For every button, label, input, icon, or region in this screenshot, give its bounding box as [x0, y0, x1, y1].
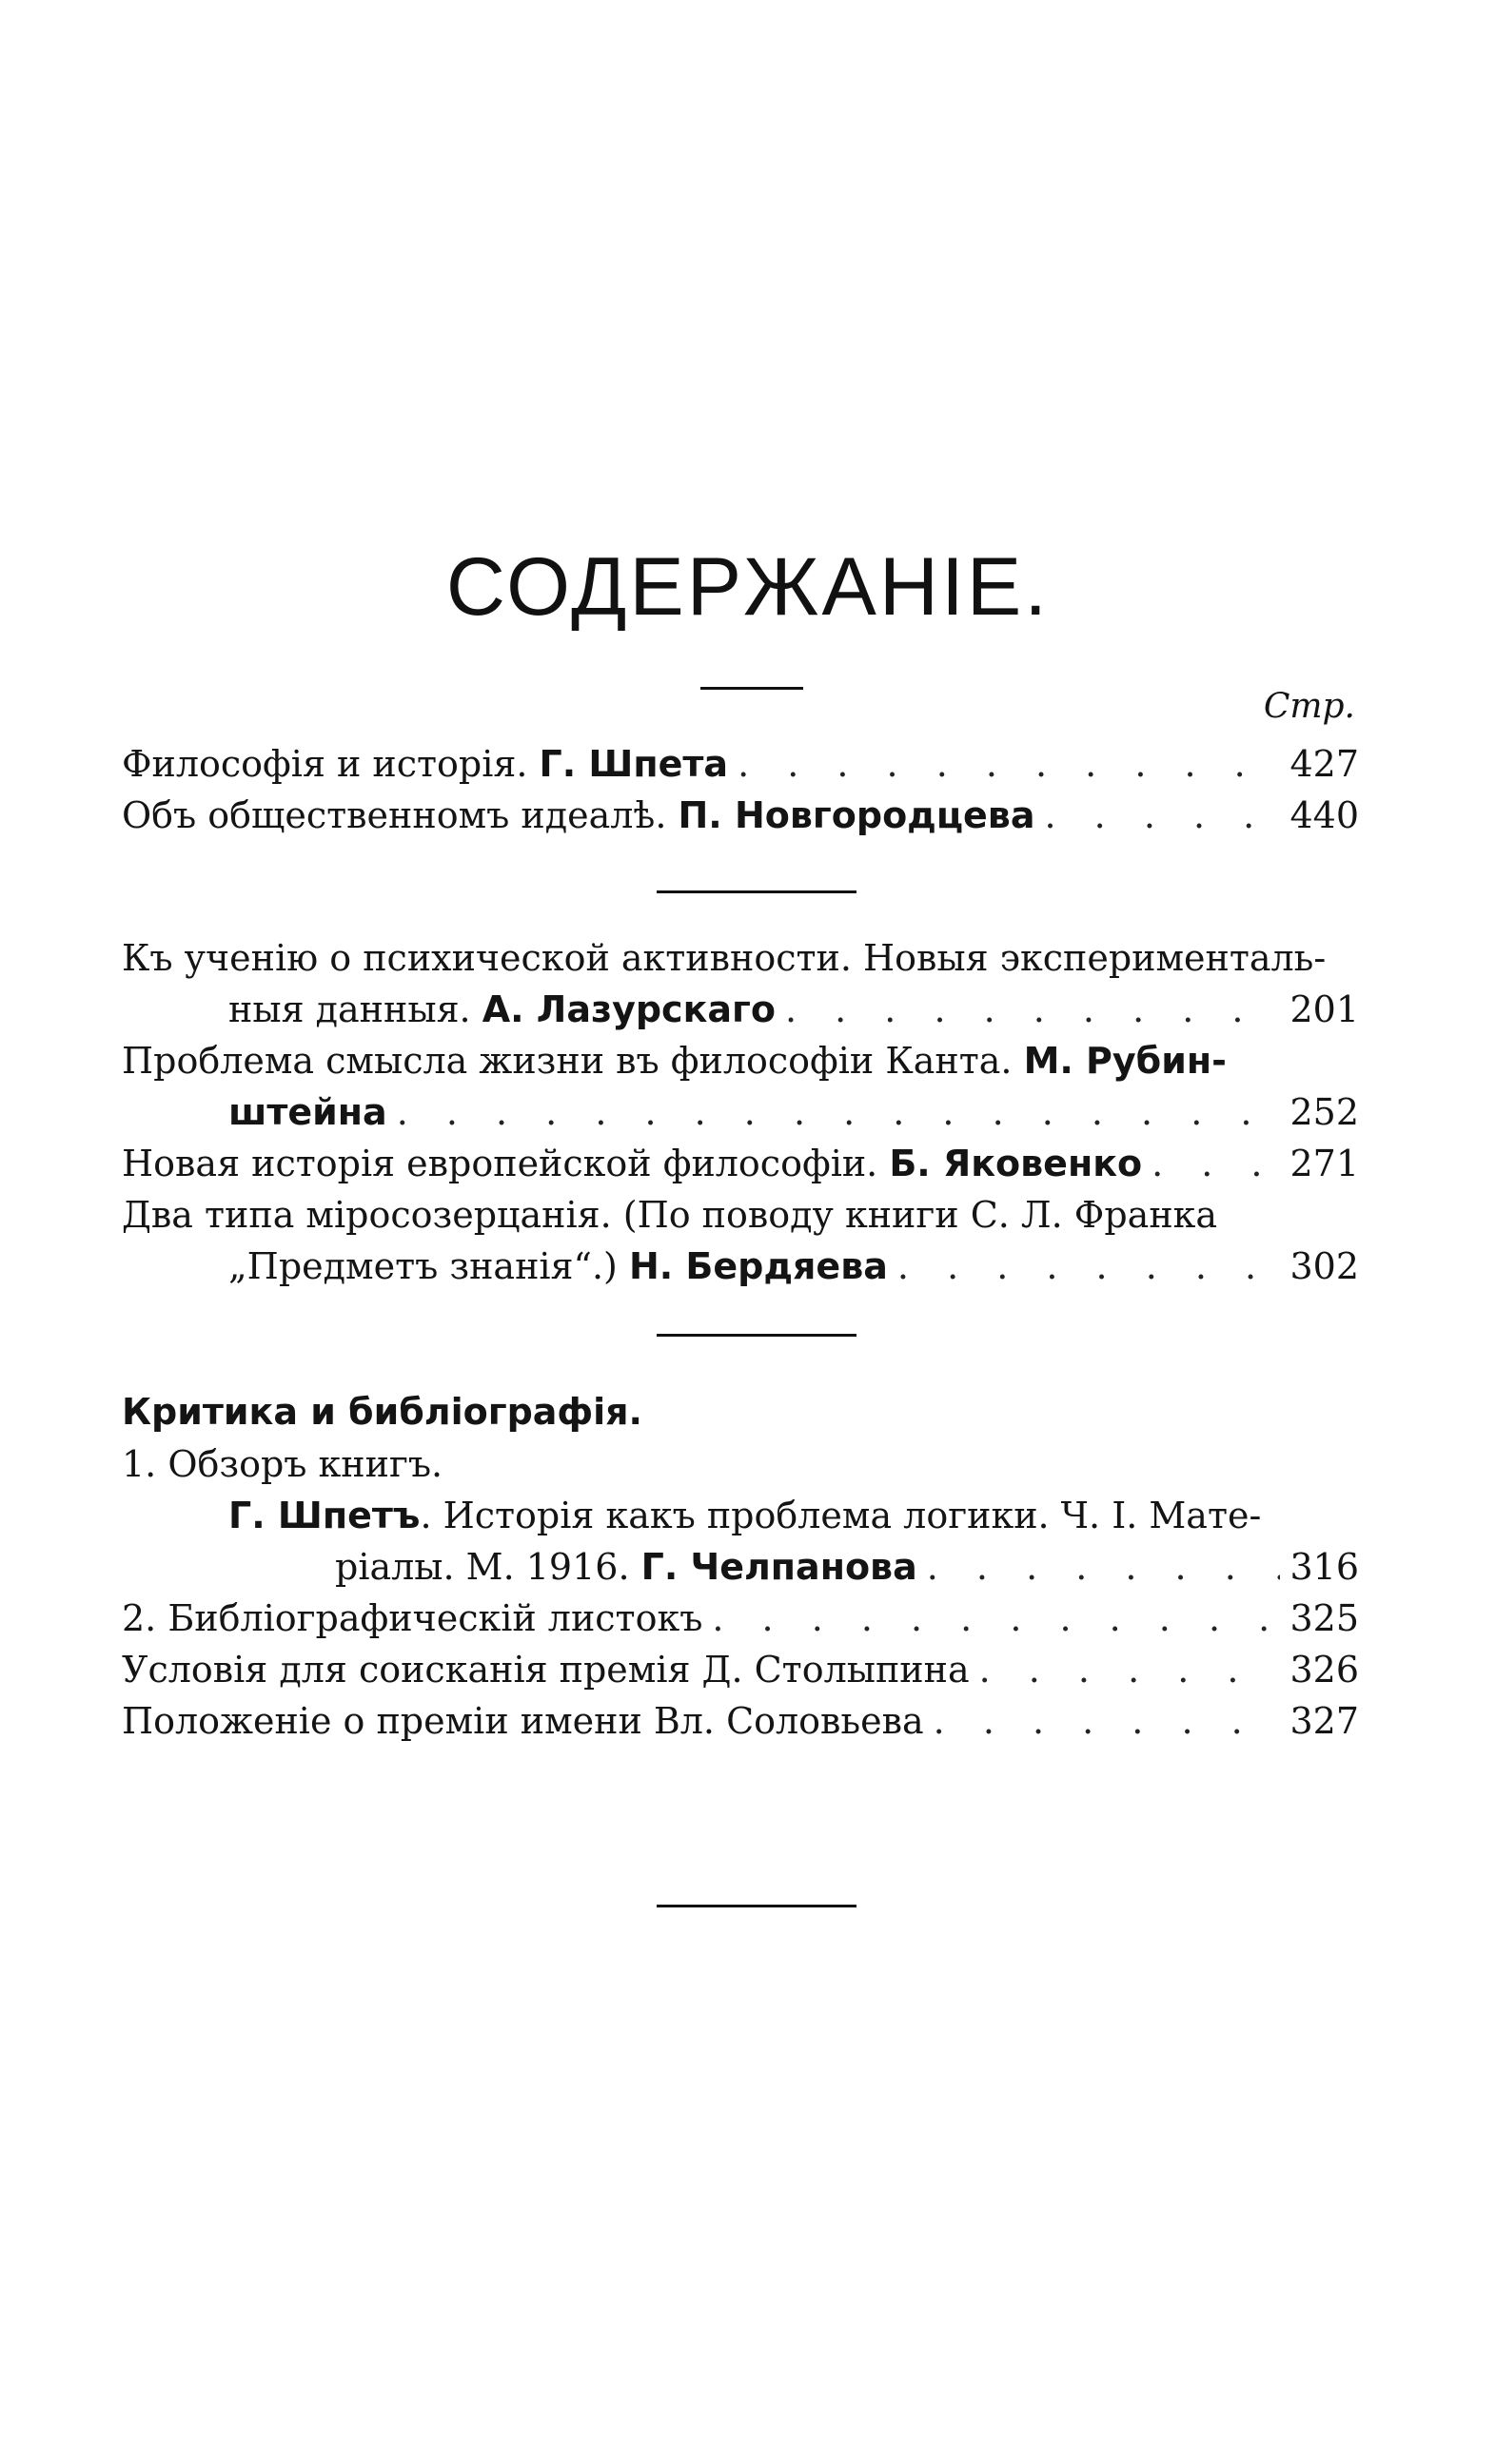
entry-page: 325	[1289, 1597, 1359, 1639]
entry-page: 427	[1289, 743, 1359, 785]
entry-title: 2. Библіографическій листокъ	[122, 1597, 703, 1639]
entry-title: Условія для соисканія премія Д. Столыпина	[122, 1649, 970, 1691]
leader-dots	[397, 1086, 1281, 1138]
entry-author-cont: штейна	[228, 1091, 387, 1133]
entry-title-cont: ріалы. М. 1916.	[335, 1546, 641, 1588]
toc-section-1	[122, 738, 1359, 841]
toc-entry[interactable]	[122, 1695, 1359, 1747]
leader-dots	[934, 1695, 1281, 1747]
section-heading: Критика и библіографія.	[122, 1391, 642, 1433]
entry-author: Н. Бердяева	[628, 1245, 888, 1287]
leader-dots	[712, 1593, 1280, 1644]
leader-dots	[785, 984, 1281, 1035]
entry-title: Къ ученію о психической активности. Новыя эксперименталь-	[122, 937, 1327, 979]
entry-title: Проблема смысла жизни въ философіи Канта.	[122, 1040, 1024, 1082]
entry-author: А. Лазурскаго	[482, 988, 776, 1030]
toc-entry-line[interactable]	[122, 1241, 1359, 1292]
entry-author: Б. Яковенко	[889, 1143, 1143, 1184]
entry-page: 252	[1289, 1091, 1359, 1133]
toc-entry[interactable]	[122, 790, 1359, 841]
entry-page: 440	[1289, 794, 1359, 836]
toc-section-3	[122, 1385, 1359, 1747]
toc-entry-line[interactable]	[122, 1541, 1359, 1593]
leader-dots	[979, 1644, 1281, 1695]
entry-title-cont: „Предметъ знанія“.)	[228, 1245, 629, 1287]
toc-entry-line[interactable]	[122, 1490, 1359, 1541]
entry-page: 302	[1289, 1245, 1359, 1287]
leader-dots	[738, 738, 1280, 790]
entry-page: 201	[1289, 988, 1359, 1030]
entry-title: Положеніе о преміи имени Вл. Соловьева	[122, 1700, 924, 1742]
toc-entry-line[interactable]	[122, 984, 1359, 1035]
toc-item[interactable]	[122, 1438, 1359, 1490]
entry-title: Новая исторія европейской философіи.	[122, 1143, 890, 1184]
entry-page: 316	[1289, 1546, 1359, 1588]
toc-entry[interactable]	[122, 1593, 1359, 1644]
entry-title-cont: ныя данныя.	[228, 988, 482, 1030]
toc-entry[interactable]	[122, 1138, 1359, 1189]
entry-title: Объ общественномъ идеалѣ.	[122, 794, 679, 836]
entry-page: 271	[1289, 1143, 1359, 1184]
entry-author: Г. Шпетъ	[228, 1495, 421, 1536]
toc-entry-line[interactable]	[122, 1086, 1359, 1138]
entry-title: Философія и исторія.	[122, 743, 540, 785]
entry-title: 1. Обзоръ книгъ.	[122, 1443, 443, 1485]
entry-title: Два типа міросозерцанія. (По поводу книги С. Л. Франка	[122, 1194, 1218, 1236]
bottom-rule	[657, 1905, 856, 1907]
toc-section-2	[122, 932, 1359, 1292]
leader-dots	[1045, 790, 1281, 841]
toc-entry-line[interactable]	[122, 1035, 1359, 1086]
toc-entry[interactable]	[122, 738, 1359, 790]
title-rule	[700, 687, 803, 690]
page-title: СОДЕРЖАНІЕ.	[445, 541, 1051, 633]
leader-dots	[897, 1241, 1281, 1292]
entry-author: Г. Челпанова	[640, 1546, 917, 1588]
entry-author: П. Новгородцева	[678, 794, 1035, 836]
page-column-label: Стр.	[1263, 687, 1355, 726]
entry-author: М. Рубин-	[1023, 1040, 1227, 1082]
leader-dots	[1152, 1138, 1280, 1189]
section-rule	[657, 890, 856, 893]
section-rule	[657, 1334, 856, 1337]
toc-entry[interactable]	[122, 1644, 1359, 1695]
entry-author: Г. Шпета	[539, 743, 729, 785]
entry-page: 326	[1289, 1649, 1359, 1691]
toc-entry-line[interactable]	[122, 932, 1359, 984]
leader-dots	[927, 1541, 1281, 1593]
entry-page: 327	[1289, 1700, 1359, 1742]
entry-title: . Исторія какъ проблема логики. Ч. I. Мате-	[420, 1495, 1262, 1536]
toc-entry-line[interactable]	[122, 1189, 1359, 1241]
